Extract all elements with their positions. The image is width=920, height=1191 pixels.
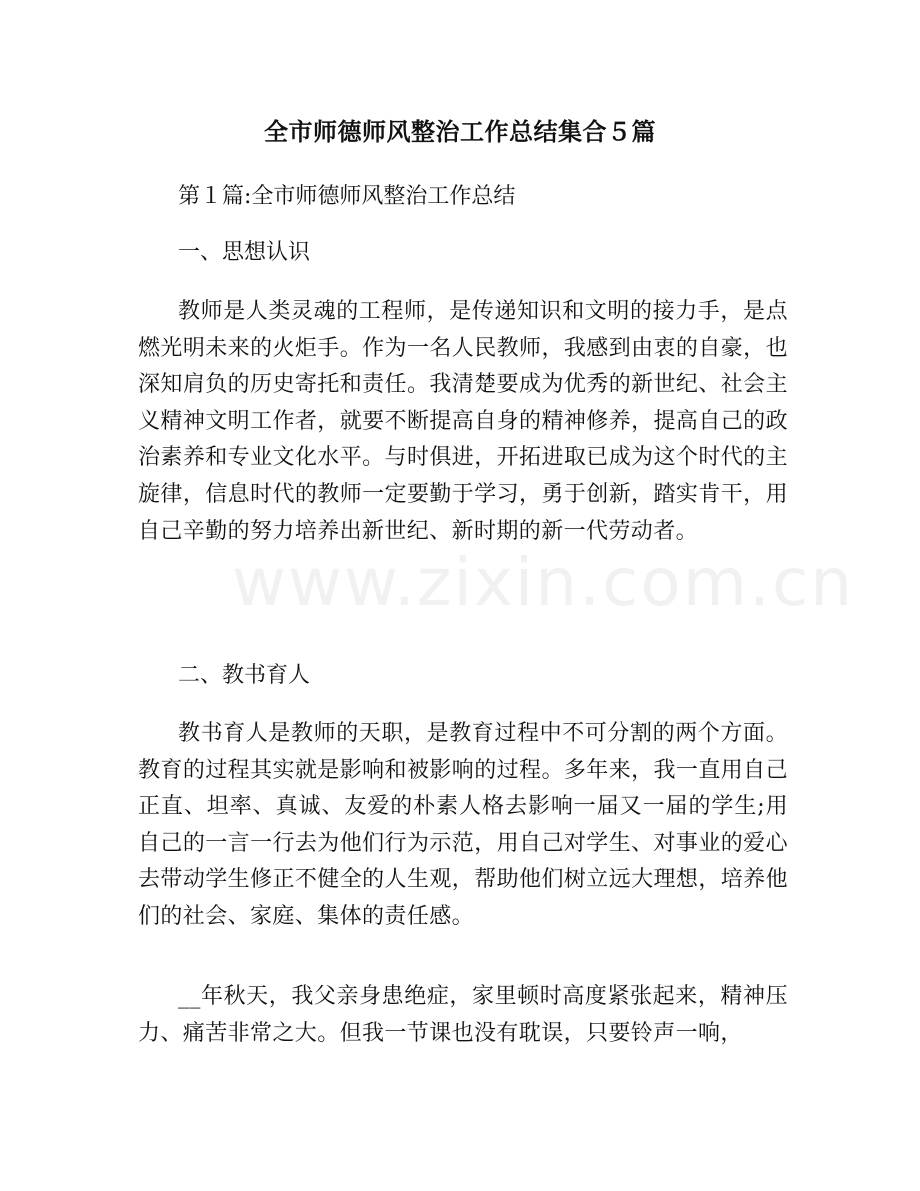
section-heading-thought: 一、思想认识	[178, 240, 311, 265]
section-heading-teaching: 二、教书育人	[178, 663, 311, 688]
watermark: www.zixin.com.cn	[232, 544, 855, 621]
chapter-heading: 第１篇:全市师德师风整治工作总结	[178, 184, 516, 209]
paragraph-thought: 教师是人类灵魂的工程师，是传递知识和文明的接力手，是点燃光明未来的火炬手。作为一名人民教师，我感到由衷的自豪，也深知肩负的历史寄托和责任。我清楚要成为优秀的新世纪、社会主义精神文明工作者，就要不断提高自身的精神修养，提高自己的政治素养和专业文化水平。与时俱进，开拓进取已成为这个时代的主旋律，信息时代的教师一定要勤于学习，勇于创新，踏实肯干，用自己辛勤的努力培养出新世纪、新时期的新一代劳动者。	[138, 299, 788, 544]
document-title: 全市师德师风整治工作总结集合５篇	[264, 118, 656, 146]
paragraph-autumn: __年秋天，我父亲身患绝症，家里顿时高度紧张起来，精神压力、痛苦非常之大。但我一节课也没有耽误，只要铃声一响，	[138, 984, 788, 1046]
paragraph-teaching: 教书育人是教师的天职，是教育过程中不可分割的两个方面。教育的过程其实就是影响和被影响的过程。多年来，我一直用自己正直、坦率、真诚、友爱的朴素人格去影响一届又一届的学生;用自己的一言一行去为他们行为示范，用自己对学生、对事业的爱心去带动学生修正不健全的人生观，帮助他们树立远大理想，培养他们的社会、家庭、集体的责任感。	[138, 721, 788, 929]
